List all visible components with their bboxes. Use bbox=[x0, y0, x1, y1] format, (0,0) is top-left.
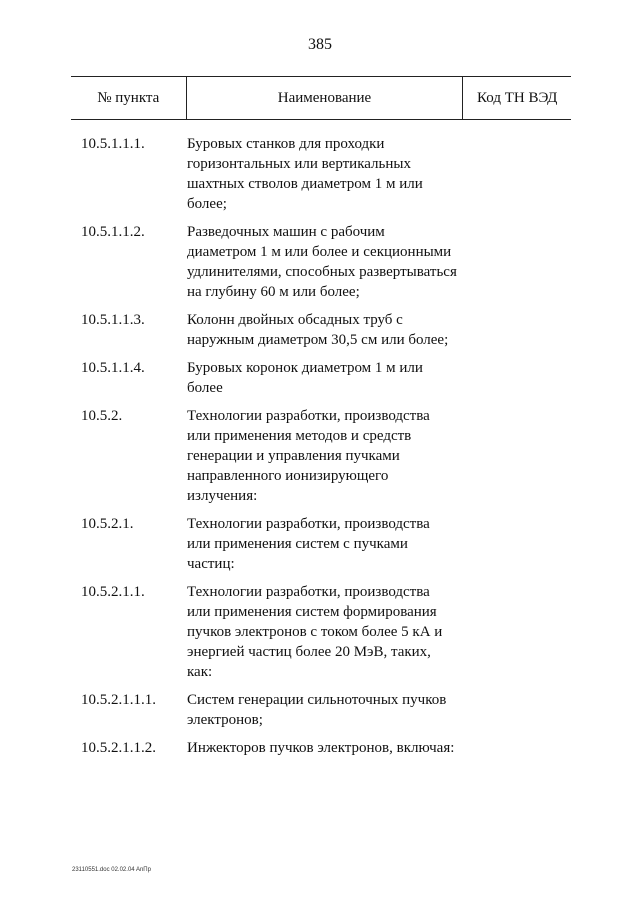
table-row bbox=[71, 134, 571, 214]
row-item-name: Разведочных машин с рабочим диаметром 1 м или более и секционными удлинителями, способных развертываться на глубину 60 м или более; bbox=[187, 224, 457, 300]
header-item-number: № пункта bbox=[97, 89, 160, 106]
table-row bbox=[71, 690, 571, 730]
row-item-number: 10.5.2.1. bbox=[81, 516, 134, 532]
row-item-name: Колонн двойных обсадных труб с наружным диаметром 30,5 см или более; bbox=[187, 312, 449, 348]
header-customs-code: Код ТН ВЭД bbox=[477, 89, 558, 106]
table-row bbox=[71, 310, 571, 350]
table-row bbox=[71, 514, 571, 574]
row-item-name: Технологии разработки, производства или применения систем с пучками частиц: bbox=[187, 516, 430, 572]
row-item-number: 10.5.1.1.1. bbox=[81, 136, 145, 152]
row-item-number: 10.5.1.1.4. bbox=[81, 360, 145, 376]
row-item-number: 10.5.1.1.3. bbox=[81, 312, 145, 328]
row-item-name: Буровых коронок диаметром 1 м или более bbox=[187, 360, 423, 396]
row-item-name: Систем генерации сильноточных пучков электронов; bbox=[187, 692, 447, 728]
table-row bbox=[71, 738, 571, 758]
row-item-number: 10.5.1.1.2. bbox=[81, 224, 145, 240]
table-body bbox=[71, 134, 571, 758]
row-item-number: 10.5.2.1.1. bbox=[81, 584, 145, 600]
row-item-name: Технологии разработки, производства или применения систем формирования пучков электронов с током более 5 кА и энергией частиц более 20 МэВ, таких, как: bbox=[187, 584, 443, 680]
document-footer: 23110551.doc 02.02.04 AnПр bbox=[72, 867, 151, 873]
table-row bbox=[71, 406, 571, 506]
table-row bbox=[71, 222, 571, 302]
header-name: Наименование bbox=[186, 77, 464, 119]
row-item-number: 10.5.2.1.1.1. bbox=[81, 692, 156, 708]
row-item-number: 10.5.2. bbox=[81, 408, 123, 424]
table-row bbox=[71, 358, 571, 398]
row-item-name: Инжекторов пучков электронов, включая: bbox=[187, 740, 455, 756]
regulation-table bbox=[71, 76, 571, 766]
row-item-name: Буровых станков для проходки горизонтальных или вертикальных шахтных стволов диаметром 1 м или более; bbox=[187, 136, 423, 212]
row-item-number: 10.5.2.1.1.2. bbox=[81, 740, 156, 756]
page-number: 385 bbox=[308, 36, 332, 53]
table-row bbox=[71, 582, 571, 682]
table-header bbox=[71, 76, 571, 120]
row-item-name: Технологии разработки, производства или применения методов и средств генерации и управления пучками направленного ионизирующего излучения: bbox=[187, 408, 430, 504]
